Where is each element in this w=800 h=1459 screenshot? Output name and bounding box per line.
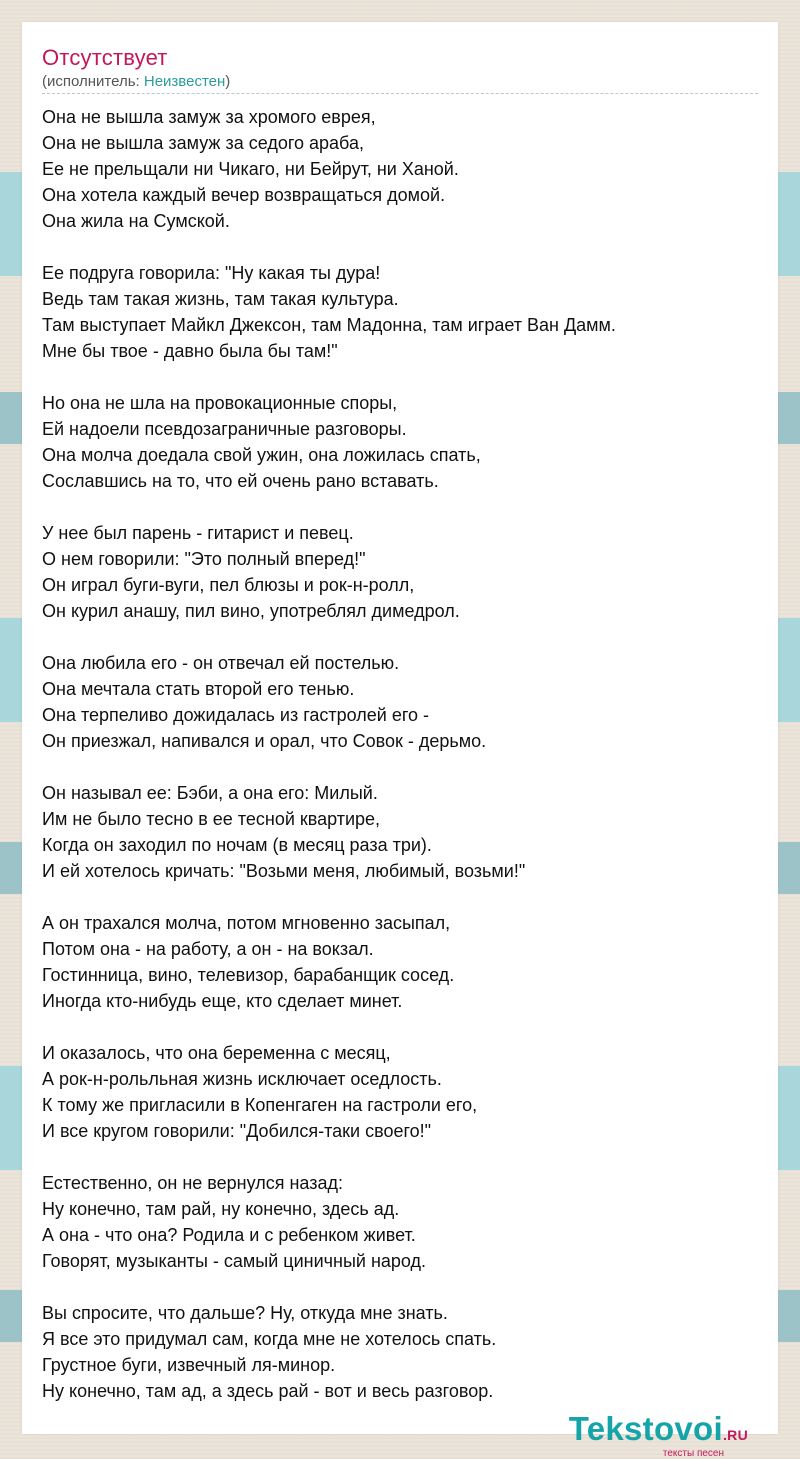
lyric-line: Сославшись на то, что ей очень рано вставать. [42,471,439,491]
lyric-line: Он приезжал, напивался и орал, что Совок - дерьмо. [42,731,487,751]
lyric-line: Иногда кто-нибудь еще, кто сделает минет. [42,991,403,1011]
lyric-line: К тому же пригласили в Копенгаген на гастроли его, [42,1095,478,1115]
lyrics-card [22,22,778,1459]
lyric-line: Он называл ее: Бэби, а она его: Милый. [42,783,378,803]
lyric-line: А рок-н-рольльная жизнь исключает оседлость. [42,1069,442,1089]
lyrics-body [42,104,762,1430]
lyric-line: Естественно, он не вернулся назад: [42,1173,343,1193]
stanza [42,780,762,884]
lyric-line: А она - что она? Родила и с ребенком живет. [42,1225,416,1245]
lyric-line: Она молча доедала свой ужин, она ложилась спать, [42,445,481,465]
title-divider [42,93,758,94]
artist-prefix: (исполнитель: [42,73,144,90]
stanza [42,650,762,754]
stanza [42,520,762,624]
lyric-line: А он трахался молча, потом мгновенно засыпал, [42,913,451,933]
lyric-line: Когда он заходил по ночам (в месяц раза три). [42,835,432,855]
lyric-line: Он курил анашу, пил вино, употреблял димедрол. [42,601,460,621]
lyric-line: Она не вышла замуж за хромого еврея, [42,107,376,127]
logo-tld: .RU [722,1427,748,1443]
artist-link[interactable]: Неизвестен [143,73,226,90]
lyric-line: Им не было тесно в ее тесной квартире, [42,809,381,829]
artist-line [42,73,230,90]
logo-name: Tekstovoi [568,1410,723,1447]
lyric-line: Ей надоели псевдозаграничные разговоры. [42,419,407,439]
lyric-line: Но она не шла на провокационные споры, [42,393,398,413]
lyric-line: Гостинница, вино, телевизор, барабанщик сосед. [42,965,455,985]
lyric-line: Она не вышла замуж за седого араба, [42,133,364,153]
lyric-line: Мне бы твое - давно была бы там!" [42,341,338,361]
lyric-line: Грустное буги, извечный ля-минор. [42,1355,336,1375]
song-title: Отсутствует [42,45,168,70]
lyric-line: Я все это придумал сам, когда мне не хотелось спать. [42,1329,497,1349]
site-logo[interactable] [569,1412,748,1459]
stanza [42,1300,762,1404]
lyric-line: Она хотела каждый вечер возвращаться домой. [42,185,446,205]
lyric-line: Ну конечно, там ад, а здесь рай - вот и весь разговор. [42,1381,494,1401]
stanza [42,1170,762,1274]
stanza [42,390,762,494]
lyric-line: Ну конечно, там рай, ну конечно, здесь ад. [42,1199,400,1219]
lyric-line: Она терпеливо дожидалась из гастролей его - [42,705,430,725]
stanza [42,260,762,364]
stanza [42,1040,762,1144]
lyric-line: И все кругом говорили: "Добился-таки своего!" [42,1121,432,1141]
lyric-line: Вы спросите, что дальше? Ну, откуда мне знать. [42,1303,448,1323]
lyric-line: И оказалось, что она беременна с месяц, [42,1043,391,1063]
stanza [42,910,762,1014]
lyric-line: Она мечтала стать второй его тенью. [42,679,355,699]
lyric-line: Ведь там такая жизнь, там такая культура. [42,289,399,309]
lyric-line: Она жила на Сумской. [42,211,230,231]
lyric-line: Ее подруга говорила: "Ну какая ты дура! [42,263,381,283]
lyric-line: У нее был парень - гитарист и певец. [42,523,354,543]
lyric-line: Говорят, музыканты - самый циничный народ. [42,1251,427,1271]
lyric-line: Он играл буги-вуги, пел блюзы и рок-н-ролл, [42,575,415,595]
lyric-line: Там выступает Майкл Джексон, там Мадонна, там играет Ван Дамм. [42,315,616,335]
lyric-line: Потом она - на работу, а он - на вокзал. [42,939,374,959]
lyric-line: И ей хотелось кричать: "Возьми меня, любимый, возьми!" [42,861,526,881]
lyric-line: Ее не прельщали ни Чикаго, ни Бейрут, ни Ханой. [42,159,459,179]
logo-tagline: тексты песен [662,1448,724,1459]
lyric-line: Она любила его - он отвечал ей постелью. [42,653,400,673]
artist-suffix: ) [225,73,231,90]
stanza [42,104,762,234]
lyric-line: О нем говорили: "Это полный вперед!" [42,549,366,569]
